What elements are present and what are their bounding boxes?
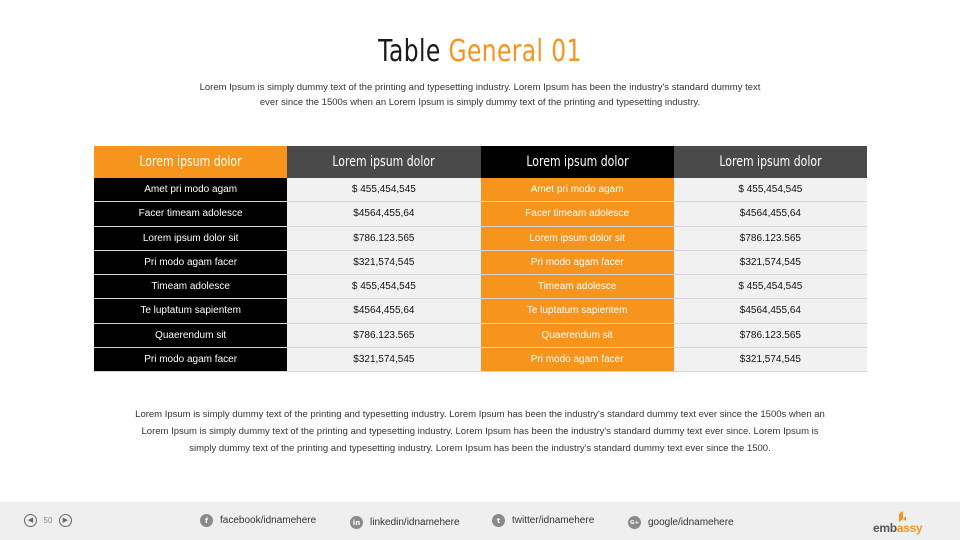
table-cell: Amet pri modo agam — [94, 178, 287, 202]
table-cell: Timeam adolesce — [481, 275, 674, 299]
table-cell: Lorem ipsum dolor sit — [94, 226, 287, 250]
table-cell: $4564,455,64 — [674, 299, 867, 323]
data-table — [94, 146, 867, 372]
table-cell: Te luptatum sapientem — [481, 299, 674, 323]
table-cell: $ 455,454,545 — [674, 178, 867, 202]
table-cell: $4564,455,64 — [674, 202, 867, 226]
table-header-row — [94, 146, 867, 178]
facebook-icon: f — [200, 514, 213, 527]
table-cell: Pri modo agam facer — [481, 347, 674, 371]
body-paragraph — [96, 406, 864, 457]
social-label: twitter/idnamehere — [512, 515, 595, 526]
body-line: Lorem Ipsum is simply dummy text of the printing and typesetting industry. Lorem Ipsum has been the industry's standard dummy text ever since. Lorem Ipsum is — [141, 426, 819, 437]
column-header: Lorem ipsum dolor — [287, 146, 480, 178]
table-row — [94, 226, 867, 250]
subtitle-line: ever since the 1500s when an Lorem Ipsum is simply dummy text of the printing and typesetting industry. — [259, 97, 701, 108]
footer-bar — [0, 502, 960, 540]
table-row — [94, 323, 867, 347]
table-cell: $786.123.565 — [287, 226, 480, 250]
table-cell: $786.123.565 — [287, 323, 480, 347]
table-row — [94, 178, 867, 202]
table-cell: $ 455,454,545 — [287, 275, 480, 299]
table-cell: Lorem ipsum dolor sit — [481, 226, 674, 250]
table-cell: $786.123.565 — [674, 226, 867, 250]
chevron-right-icon[interactable]: ▶ — [59, 514, 72, 527]
table-row — [94, 299, 867, 323]
google-plus-icon: G+ — [628, 516, 641, 529]
column-header: Lorem ipsum dolor — [94, 146, 287, 178]
social-label: google/idnamehere — [648, 517, 734, 528]
table-cell: Pri modo agam facer — [94, 347, 287, 371]
table-row — [94, 202, 867, 226]
table-cell: Te luptatum sapientem — [94, 299, 287, 323]
chevron-left-icon[interactable]: ◀ — [24, 514, 37, 527]
table-cell: $786.123.565 — [674, 323, 867, 347]
table-cell: Pri modo agam facer — [94, 250, 287, 274]
twitter-icon: t — [492, 514, 505, 527]
table-cell: Quaerendum sit — [481, 323, 674, 347]
table-cell: Pri modo agam facer — [481, 250, 674, 274]
table-cell: $4564,455,64 — [287, 299, 480, 323]
social-link-twitter[interactable] — [492, 514, 594, 527]
social-label: linkedin/idnamehere — [370, 517, 460, 528]
page-number: 50 — [43, 516, 53, 525]
table-cell: $4564,455,64 — [287, 202, 480, 226]
subtitle-line: Lorem Ipsum is simply dummy text of the printing and typesetting industry. Lorem Ipsum has been the industry's standard dummy text — [199, 82, 761, 93]
page-navigation — [24, 514, 72, 527]
table-cell: Facer timeam adolesce — [481, 202, 674, 226]
subtitle — [160, 80, 800, 110]
table-cell: Amet pri modo agam — [481, 178, 674, 202]
table-cell: Quaerendum sit — [94, 323, 287, 347]
table-cell: Facer timeam adolesce — [94, 202, 287, 226]
column-header: Lorem ipsum dolor — [674, 146, 867, 178]
body-line: simply dummy text of the printing and typesetting industry. Lorem Ipsum has been the industry's standard dummy text ever since the 1500. — [189, 443, 771, 454]
linkedin-icon: in — [350, 516, 363, 529]
table-cell: Timeam adolesce — [94, 275, 287, 299]
logo-wordmark: embassy — [873, 521, 923, 535]
table-row — [94, 347, 867, 371]
table-cell: $ 455,454,545 — [287, 178, 480, 202]
table-cell: $321,574,545 — [674, 250, 867, 274]
column-header: Lorem ipsum dolor — [481, 146, 674, 178]
body-line: Lorem Ipsum is simply dummy text of the printing and typesetting industry. Lorem Ipsum has been the industry's standard dummy text ever since the 1500s when an — [135, 409, 825, 420]
table-row — [94, 275, 867, 299]
social-link-google[interactable] — [628, 516, 734, 529]
title-dark-part: Table — [378, 34, 441, 69]
social-link-linkedin[interactable] — [350, 516, 460, 529]
title-accent-part: General 01 — [448, 34, 582, 69]
social-link-facebook[interactable] — [200, 514, 316, 527]
embassy-logo — [873, 510, 933, 536]
table-row — [94, 250, 867, 274]
table-cell: $321,574,545 — [674, 347, 867, 371]
table-cell: $ 455,454,545 — [674, 275, 867, 299]
table-cell: $321,574,545 — [287, 347, 480, 371]
table-cell: $321,574,545 — [287, 250, 480, 274]
page-title — [106, 34, 855, 69]
social-label: facebook/idnamehere — [220, 515, 317, 526]
